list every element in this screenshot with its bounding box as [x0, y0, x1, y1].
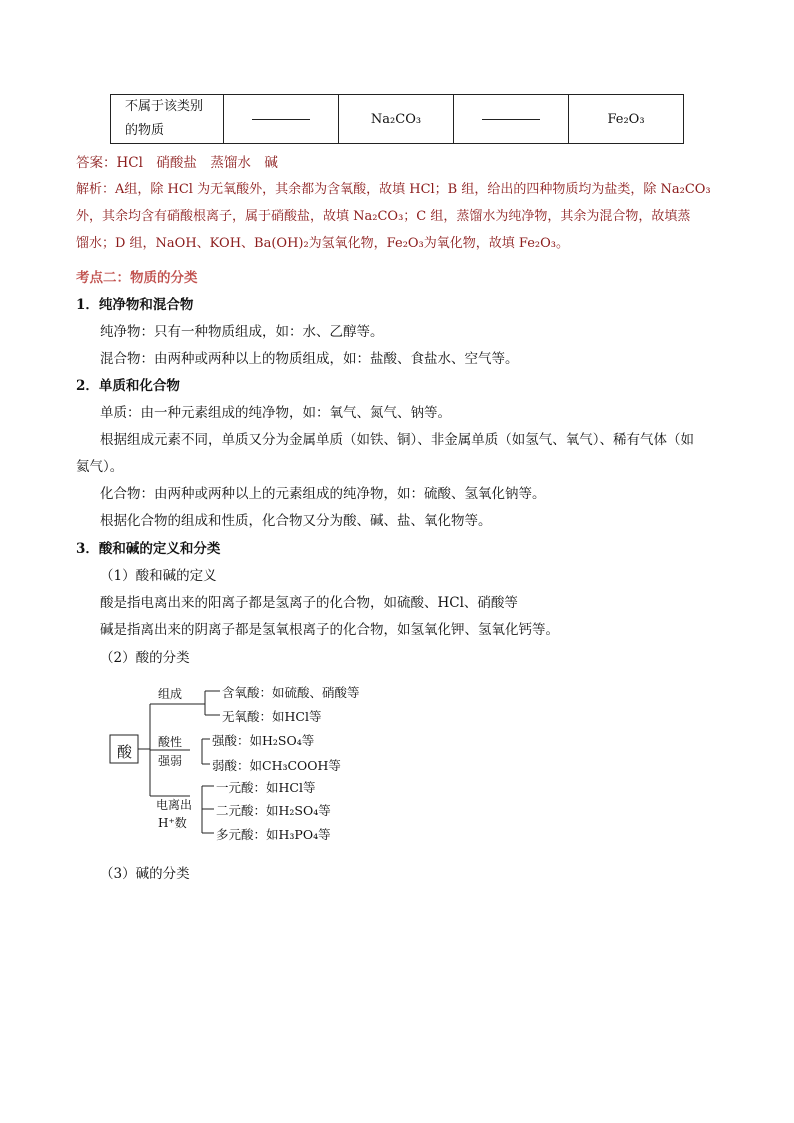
- subheading: （3）碱的分类: [100, 866, 190, 882]
- paragraph-continuation: 氦气）。: [76, 459, 124, 475]
- heading-element-compound: 2．单质和化合物: [76, 378, 180, 394]
- answer-line: 答案：HCl 硝酸盐 蒸馏水 碱: [76, 155, 278, 171]
- branch-3-item: 二元酸：如H₂SO₄等: [216, 803, 331, 818]
- branch-2-label-a: 酸性: [158, 735, 183, 749]
- root-label: 酸: [117, 743, 133, 761]
- paragraph: 化合物：由两种或两种以上的元素组成的纯净物，如：硫酸、氢氧化钠等。: [100, 486, 546, 502]
- table-row: [111, 95, 684, 144]
- heading-pure-mixture: 1．纯净物和混合物: [76, 297, 194, 313]
- branch-2-item: 强酸：如H₂SO₄等: [212, 733, 315, 748]
- paragraph: 根据化合物的组成和性质，化合物又分为酸、碱、盐、氧化物等。: [100, 513, 492, 529]
- subheading: （2）酸的分类: [100, 650, 190, 666]
- cell-b-value: Na₂CO₃: [370, 111, 422, 127]
- blank-line: [252, 118, 310, 120]
- paragraph: 混合物：由两种或两种以上的物质组成，如：盐酸、食盐水、空气等。: [100, 351, 519, 367]
- cell-d-value: Fe₂O₃: [607, 111, 645, 127]
- branch-2-label-b: 强弱: [158, 754, 183, 768]
- subheading: （1）酸和碱的定义: [100, 568, 217, 584]
- table-cell-d: [569, 95, 684, 144]
- paragraph: 纯净物：只有一种物质组成，如：水、乙醇等。: [100, 324, 384, 340]
- row-label-cell: [111, 95, 224, 144]
- blank-line: [482, 118, 540, 120]
- analysis-line-1: 解析：A组，除 HCl 为无氧酸外，其余都为含氧酸，故填 HCl；B 组，给出的四种物质均为盐类，除 Na₂CO₃: [76, 182, 711, 197]
- heading-acid-base: 3．酸和碱的定义和分类: [76, 541, 221, 557]
- analysis-line-3: 馏水；D 组，NaOH、KOH、Ba(OH)₂为氢氧化物，Fe₂O₃为氧化物，故填 Fe₂O₃。: [76, 236, 569, 251]
- acid-classification-diagram: [108, 676, 408, 846]
- section-title: 考点二：物质的分类: [76, 270, 198, 286]
- paragraph: 酸是指电离出来的阳离子都是氢离子的化合物，如硫酸、HCl、硝酸等: [100, 595, 518, 611]
- analysis-line-2: 外，其余均含有硝酸根离子，属于硝酸盐，故填 Na₂CO₃；C 组，蒸馏水为纯净物，其余为混合物，故填蒸: [76, 209, 691, 224]
- branch-1-label: 组成: [158, 687, 183, 701]
- classification-table: [110, 94, 684, 144]
- branch-2-item: 弱酸：如CH₃COOH等: [212, 758, 341, 773]
- branch-3-item: 一元酸：如HCl等: [216, 780, 316, 795]
- paragraph: 单质：由一种元素组成的纯净物，如：氧气、氮气、钠等。: [100, 405, 451, 421]
- branch-1-item: 无氧酸：如HCl等: [222, 709, 322, 724]
- paragraph: 碱是指离出来的阴离子都是氢氧根离子的化合物，如氢氧化钾、氢氧化钙等。: [100, 622, 559, 638]
- branch-3-label-a: 电离出: [156, 798, 193, 812]
- answer-blank-a: [224, 95, 339, 144]
- branch-1-item: 含氧酸：如硫酸、硝酸等: [222, 685, 360, 700]
- answer-blank-c: [454, 95, 569, 144]
- branch-3-item: 多元酸：如H₃PO₄等: [216, 827, 331, 842]
- paragraph: 根据组成元素不同，单质又分为金属单质（如铁、铜）、非金属单质（如氢气、氧气）、稀有气体（如: [100, 432, 694, 448]
- table-cell-b: [339, 95, 454, 144]
- branch-3-label-b: H⁺数: [158, 816, 187, 830]
- row-label: 不属于该类别的物质: [125, 99, 204, 138]
